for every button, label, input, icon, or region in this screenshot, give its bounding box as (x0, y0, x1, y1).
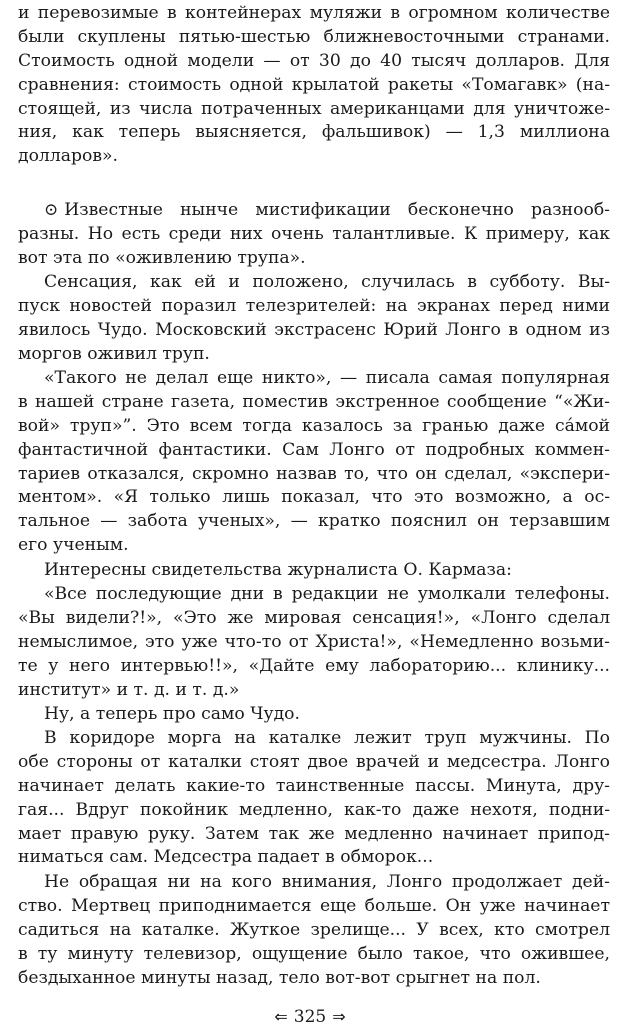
text-line: «Вы видели?!», «Это же мировая сенсация!», «Лонго сделал (18, 607, 610, 628)
text-line: бездыханное минуты назад, тело вот-вот срыгнет на пол. (18, 967, 541, 988)
text-line: начинает делать какие-то таинственные пассы. Минута, дру- (18, 775, 610, 796)
text-line: гая... Вдруг покойник медленно, как-то даже нехотя, подни- (18, 799, 610, 820)
text-line: вот эта по «оживлению трупа». (18, 247, 306, 268)
text-line: долларов». (18, 146, 119, 167)
text-line: «Все последующие дни в редакции не умолкали телефоны. (44, 584, 610, 604)
text-line: тальное — забота ученых», — кратко пояснил он терзавшим (18, 511, 610, 532)
text-line: В коридоре морга на каталке лежит труп мужчины. По (44, 728, 610, 748)
text-line: немыслимое, это уже что-то от Христа!», «Немедленно возьми- (18, 631, 610, 652)
text-line: моргов оживил труп. (18, 343, 210, 364)
paragraph-quote (18, 583, 610, 702)
text-line: и перевозимые в контейнерах муляжи в огромном количестве (18, 3, 610, 23)
text-line: в ту минуту телевизор, ощущение было такое, что ожившее, (18, 943, 610, 964)
section-bullet-icon: ⊙ (44, 200, 59, 220)
right-arrow-icon: ⇒ (332, 1007, 346, 1026)
text-line: Ну, а теперь про само Чудо. (44, 704, 300, 724)
text-line: Стоимость одной модели — от 30 до 40 тысяч долларов. Для (18, 50, 610, 71)
text-line: Интересны свидетельства журналиста О. Кармаза: (44, 560, 512, 580)
text-line: фантастичной фантастики. Сам Лонго от подробных коммен- (18, 439, 610, 460)
page-footer (0, 1006, 620, 1028)
text-line: пуск новостей поразил телезрителей: на экранах перед ними (18, 295, 610, 316)
text-line: в нашей стране газета, поместив экстренное сообщение “«Жи- (18, 391, 610, 412)
text-line: сравнения: стоимость одной крылатой ракеты «Томагавк» (на- (18, 74, 610, 95)
paragraph (18, 559, 610, 583)
text-line: явилось Чудо. Московский экстрасенс Юрий Лонго в одном из (18, 319, 610, 340)
text-line: были скуплены пятью-шестью ближневосточными странами. (18, 26, 610, 47)
text-line: те у него интервью!!», «Дайте ему лабораторию... клинику... (18, 655, 610, 676)
paragraph (18, 703, 610, 727)
text-line: Не обращая ни на кого внимания, Лонго продолжает дей- (44, 872, 610, 892)
text-line: ментом». «Я только лишь показал, что это возможно, а ос- (18, 487, 610, 508)
text-line: садиться на каталке. Жуткое зрелище... У всех, кто смотрел (18, 919, 610, 940)
left-arrow-icon: ⇐ (274, 1007, 288, 1026)
paragraph (18, 727, 610, 870)
text-line-content: Известные нынче мистификации бесконечно разнооб- (64, 200, 610, 220)
paragraph (18, 2, 610, 169)
text-line: ниматься сам. Медсестра падает в обморок... (18, 847, 434, 868)
text-line: вой» труп»”. Это всем тогда казалось за гранью даже са́мой (18, 415, 610, 436)
text-line: институт» и т. д. и т. д.» (18, 679, 240, 700)
text-line: ния, как теперь выясняется, фальшивок) — 1,3 миллиона (18, 122, 610, 143)
text-line: стоящей, из числа потраченных американцами для уничтоже- (18, 98, 610, 119)
text-line (18, 199, 610, 223)
page-number: 325 (293, 1007, 327, 1027)
text-line: Сенсация, как ей и положено, случилась в субботу. Вы- (44, 272, 610, 292)
text-line: тариев отказался, скромно назвав то, что он сделал, «экспери- (18, 463, 610, 484)
text-line: его ученым. (18, 535, 129, 556)
paragraph (18, 871, 610, 990)
text-line: разны. Но есть среди них очень талантливые. К примеру, как (18, 223, 610, 244)
text-line: обе стороны от каталки стоят двое врачей и медсестра. Лонго (18, 751, 610, 772)
text-line: ство. Мертвец приподнимается еще больше. Он уже начинает (18, 895, 610, 916)
paragraph-section-start (18, 199, 610, 271)
paragraph (18, 367, 610, 558)
text-line: мает правую руку. Затем так же медленно начинает припод- (18, 823, 610, 844)
text-line: «Такого не делал еще никто», — писала самая популярная (44, 368, 610, 388)
paragraph (18, 271, 610, 367)
